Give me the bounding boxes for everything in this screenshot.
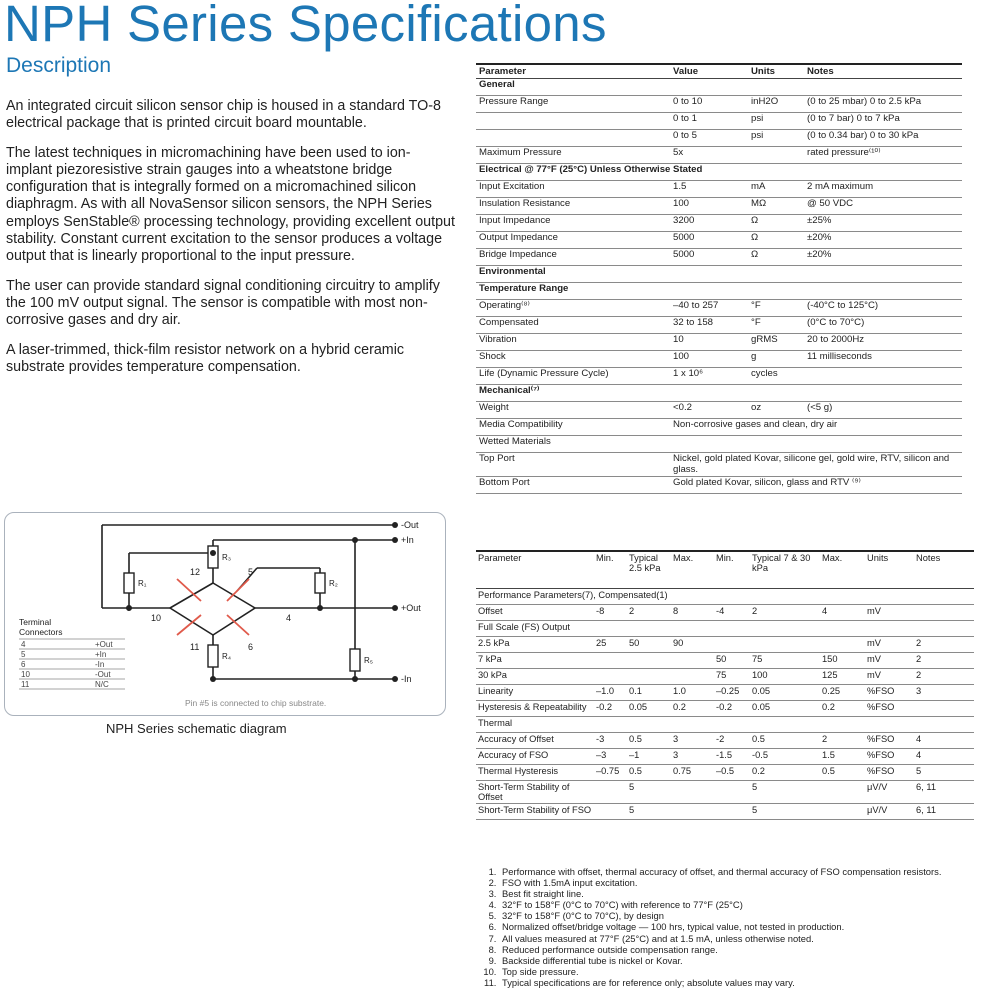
spec-section-row: [476, 79, 962, 96]
notes-cell: 11 milliseconds: [804, 351, 962, 368]
spec-table: [476, 63, 962, 494]
description-paragraph: The latest techniques in micromachining have been used to ion-implant piezoresistive strain gauges into a wheatstone bridge configuration that is integrally formed on a micromachined silicon diaphragm. As with all NovaSensor silicon sensors, the NPH Series employs SenStable® processing technology, providing excellent output stability. Constant current excitation to the sensor produces a voltage output that is linearly proportional to the input pressure.: [6, 144, 455, 265]
value-cell: %FSO: [865, 765, 914, 781]
value-cell: -8: [594, 605, 627, 621]
column-header: Units: [865, 551, 914, 589]
footnote: 2. FSO with 1.5mA input excitation.: [499, 877, 996, 888]
spec-row: [476, 181, 962, 198]
performance-row: [476, 749, 974, 765]
value-cell: 3: [671, 733, 714, 749]
parameter-cell: Accuracy of FSO: [476, 749, 594, 765]
parameter-cell: [476, 130, 670, 147]
spec-row: [476, 215, 962, 232]
footnote: 7. All values measured at 77°F (25°C) and at 1.5 mA, unless otherwise noted.: [499, 933, 996, 944]
resistor-r5: [350, 649, 360, 671]
connector-pin: 5: [21, 650, 26, 659]
value-cell: [914, 605, 974, 621]
units-cell: °F: [748, 317, 804, 334]
connector-signal: +In: [95, 650, 107, 659]
column-header: Notes: [804, 64, 962, 79]
parameter-cell: Top Port: [476, 453, 670, 477]
value-cell: –0.5: [714, 765, 750, 781]
section-label: Mechanical⁽⁷⁾: [476, 385, 962, 402]
spec-row: [476, 351, 962, 368]
value-cell: 5: [627, 781, 671, 804]
notes-cell: rated pressure⁽¹⁰⁾: [804, 147, 962, 164]
node-label: 11: [190, 642, 200, 652]
footnote: 1. Performance with offset, thermal accuracy of offset, and thermal accuracy of FSO compensation resistors.: [499, 866, 996, 877]
performance-row: [476, 685, 974, 701]
spec-row: [476, 334, 962, 351]
value-cell: mV: [865, 637, 914, 653]
value-cell: –40 to 257: [670, 300, 748, 317]
value-cell: –1.0: [594, 685, 627, 701]
description-text: [6, 98, 456, 388]
resistor-label: R₅: [364, 656, 373, 665]
connectors-title: Terminal: [19, 617, 52, 627]
connectors-title: Connectors: [19, 627, 63, 637]
section-label: Full Scale (FS) Output: [476, 621, 974, 637]
footnote: 3. Best fit straight line.: [499, 888, 996, 899]
spec-row: [476, 317, 962, 334]
diagram-caption: NPH Series schematic diagram: [106, 721, 287, 736]
parameter-cell: Insulation Resistance: [476, 198, 670, 215]
node-label: 4: [286, 613, 292, 623]
column-header: Max.: [671, 551, 714, 589]
value-cell: 5: [750, 804, 820, 820]
units-cell: [748, 147, 804, 164]
value-cell: 0 to 1: [670, 113, 748, 130]
value-cell: -3: [594, 733, 627, 749]
value-cell: %FSO: [865, 701, 914, 717]
value-cell: Non-corrosive gases and clean, dry air: [670, 419, 962, 436]
spec-section-row: [476, 385, 962, 402]
column-header: Min.: [594, 551, 627, 589]
notes-cell: (0 to 0.34 bar) 0 to 30 kPa: [804, 130, 962, 147]
performance-table-body: [476, 589, 974, 820]
value-cell: [594, 804, 627, 820]
parameter-cell: Output Impedance: [476, 232, 670, 249]
performance-row: [476, 701, 974, 717]
value-cell: 1 x 10⁶: [670, 368, 748, 385]
description-paragraph: The user can provide standard signal conditioning circuitry to amplify the 100 mV output signal. The sensor is compatible with most non-corrosive gases and dry air.: [6, 277, 440, 329]
parameter-cell: Input Excitation: [476, 181, 670, 198]
value-cell: 0.2: [820, 701, 865, 717]
notes-cell: (-40°C to 125°C): [804, 300, 962, 317]
value-cell: 6, 11: [914, 804, 974, 820]
units-cell: oz: [748, 402, 804, 419]
resistor-label: R₁: [138, 579, 147, 588]
value-cell: 5: [914, 765, 974, 781]
parameter-cell: Operating⁽⁸⁾: [476, 300, 670, 317]
connector-signal: N/C: [95, 680, 109, 689]
value-cell: 5: [750, 781, 820, 804]
value-cell: [671, 804, 714, 820]
parameter-cell: Wetted Materials: [476, 436, 670, 453]
value-cell: [594, 653, 627, 669]
parameter-cell: Bridge Impedance: [476, 249, 670, 266]
spec-row: [476, 300, 962, 317]
value-cell: [820, 781, 865, 804]
parameter-cell: Thermal Hysteresis: [476, 765, 594, 781]
rail-label: +In: [401, 535, 414, 545]
parameter-cell: Accuracy of Offset: [476, 733, 594, 749]
parameter-cell: Vibration: [476, 334, 670, 351]
value-cell: μV/V: [865, 804, 914, 820]
value-cell: %FSO: [865, 733, 914, 749]
value-cell: 0.1: [627, 685, 671, 701]
value-cell: 0.2: [671, 701, 714, 717]
spec-row: [476, 113, 962, 130]
parameter-cell: Maximum Pressure: [476, 147, 670, 164]
performance-section-row: [476, 717, 974, 733]
connector-pin: 6: [21, 660, 26, 669]
value-cell: –1: [627, 749, 671, 765]
value-cell: -0.5: [750, 749, 820, 765]
spec-row: [476, 436, 962, 453]
connector-pin: 4: [21, 640, 26, 649]
performance-row: [476, 733, 974, 749]
performance-row: [476, 669, 974, 685]
notes-cell: 20 to 2000Hz: [804, 334, 962, 351]
performance-section-row: [476, 589, 974, 605]
value-cell: –0.25: [714, 685, 750, 701]
rail-label: -In: [401, 674, 412, 684]
parameter-cell: Pressure Range: [476, 96, 670, 113]
value-cell: [670, 436, 962, 453]
spec-row: [476, 419, 962, 436]
notes-cell: (0 to 25 mbar) 0 to 2.5 kPa: [804, 96, 962, 113]
column-header: Parameter: [476, 64, 670, 79]
value-cell: 50: [627, 637, 671, 653]
units-cell: Ω: [748, 232, 804, 249]
value-cell: [594, 781, 627, 804]
value-cell: 0.05: [750, 685, 820, 701]
rail-label: +Out: [401, 603, 421, 613]
description-heading: Description: [6, 54, 112, 77]
resistor-r1: [124, 573, 134, 593]
value-cell: 4: [914, 733, 974, 749]
value-cell: [671, 781, 714, 804]
parameter-cell: Input Impedance: [476, 215, 670, 232]
value-cell: 1.5: [670, 181, 748, 198]
value-cell: 0.05: [627, 701, 671, 717]
value-cell: 3200: [670, 215, 748, 232]
units-cell: gRMS: [748, 334, 804, 351]
spec-section-row: [476, 283, 962, 300]
value-cell: Gold plated Kovar, silicon, glass and RTV ⁽⁹⁾: [670, 477, 962, 494]
value-cell: 75: [750, 653, 820, 669]
value-cell: 2: [914, 653, 974, 669]
notes-cell: (<5 g): [804, 402, 962, 419]
units-cell: °F: [748, 300, 804, 317]
value-cell: -1.5: [714, 749, 750, 765]
value-cell: [671, 653, 714, 669]
parameter-cell: Weight: [476, 402, 670, 419]
section-label: Performance Parameters(7), Compensated(1): [476, 589, 974, 605]
value-cell: 100: [750, 669, 820, 685]
spec-row: [476, 249, 962, 266]
value-cell: 1.5: [820, 749, 865, 765]
units-cell: psi: [748, 113, 804, 130]
value-cell: 0.25: [820, 685, 865, 701]
column-header: Min.: [714, 551, 750, 589]
schematic-diagram: [4, 512, 446, 716]
spec-row: [476, 96, 962, 113]
footnote: 6. Normalized offset/bridge voltage — 100 hrs, typical value, not tested in production.: [499, 921, 996, 932]
column-header: Parameter: [476, 551, 594, 589]
node-label: 5: [248, 567, 254, 577]
value-cell: 5000: [670, 249, 748, 266]
node-label: 12: [190, 567, 201, 577]
value-cell: 125: [820, 669, 865, 685]
strain-gauge-arrows: [177, 579, 249, 635]
parameter-cell: Compensated: [476, 317, 670, 334]
value-cell: [627, 669, 671, 685]
value-cell: [750, 637, 820, 653]
schematic-svg: [5, 513, 446, 716]
value-cell: [671, 669, 714, 685]
spec-row: [476, 477, 962, 494]
column-header: Typical 2.5 kPa: [627, 551, 671, 589]
value-cell: 3: [671, 749, 714, 765]
value-cell: [820, 637, 865, 653]
column-header: Value: [670, 64, 748, 79]
value-cell: 3: [914, 685, 974, 701]
pin-note: Pin #5 is connected to chip substrate.: [185, 698, 327, 708]
value-cell: %FSO: [865, 749, 914, 765]
units-cell: Ω: [748, 215, 804, 232]
value-cell: %FSO: [865, 685, 914, 701]
parameter-cell: Media Compatibility: [476, 419, 670, 436]
value-cell: [820, 804, 865, 820]
performance-header-row: [476, 551, 974, 589]
terminal-connectors-table: [19, 617, 125, 689]
description-paragraph: A laser-trimmed, thick-film resistor network on a hybrid ceramic substrate provides temperature compensation.: [6, 341, 405, 375]
value-cell: –0.75: [594, 765, 627, 781]
parameter-cell: 7 kPa: [476, 653, 594, 669]
value-cell: 90: [671, 637, 714, 653]
performance-table: [476, 550, 974, 820]
spec-row: [476, 368, 962, 385]
resistor-label: R₄: [222, 652, 232, 661]
value-cell: –3: [594, 749, 627, 765]
value-cell: 5x: [670, 147, 748, 164]
performance-row: [476, 765, 974, 781]
section-label: Thermal: [476, 717, 974, 733]
spec-section-row: [476, 266, 962, 283]
value-cell: 5000: [670, 232, 748, 249]
value-cell: 8: [671, 605, 714, 621]
value-cell: <0.2: [670, 402, 748, 419]
value-cell: 32 to 158: [670, 317, 748, 334]
spec-row: [476, 147, 962, 164]
value-cell: 0.5: [627, 733, 671, 749]
units-cell: g: [748, 351, 804, 368]
resistor-r3: [208, 546, 218, 568]
value-cell: -0.2: [714, 701, 750, 717]
parameter-cell: Short-Term Stability of Offset: [476, 781, 594, 804]
spec-row: [476, 232, 962, 249]
spec-row: [476, 453, 962, 477]
value-cell: 0.2: [750, 765, 820, 781]
value-cell: 150: [820, 653, 865, 669]
notes-cell: @ 50 VDC: [804, 198, 962, 215]
parameter-cell: Bottom Port: [476, 477, 670, 494]
value-cell: 50: [714, 653, 750, 669]
value-cell: [714, 781, 750, 804]
footnote: 5. 32°F to 158°F (0°C to 70°C), by design: [499, 910, 996, 921]
value-cell: Nickel, gold plated Kovar, silicone gel, gold wire, RTV, silicon and glass.: [670, 453, 962, 477]
parameter-cell: Linearity: [476, 685, 594, 701]
parameter-cell: [476, 113, 670, 130]
spec-row: [476, 402, 962, 419]
performance-section-row: [476, 621, 974, 637]
parameter-cell: Offset: [476, 605, 594, 621]
footnote: 8. Reduced performance outside compensation range.: [499, 944, 996, 955]
section-label: Electrical @ 77°F (25°C) Unless Otherwise Stated: [476, 164, 962, 181]
section-label: Environmental: [476, 266, 962, 283]
parameter-cell: Shock: [476, 351, 670, 368]
value-cell: 0.5: [750, 733, 820, 749]
value-cell: 0.5: [627, 765, 671, 781]
value-cell: 0.75: [671, 765, 714, 781]
spec-table-body: [476, 79, 962, 494]
connector-pin: 11: [21, 680, 30, 689]
parameter-cell: Hysteresis & Repeatability: [476, 701, 594, 717]
value-cell: -4: [714, 605, 750, 621]
performance-row: [476, 637, 974, 653]
value-cell: 2: [914, 669, 974, 685]
footnote: 9. Backside differential tube is nickel or Kovar.: [499, 955, 996, 966]
column-header: Typical 7 & 30 kPa: [750, 551, 820, 589]
parameter-cell: Short-Term Stability of FSO: [476, 804, 594, 820]
value-cell: [627, 653, 671, 669]
notes-cell: [804, 368, 962, 385]
resistor-r4: [208, 645, 218, 667]
resistor-r2: [315, 573, 325, 593]
spec-row: [476, 130, 962, 147]
value-cell: μV/V: [865, 781, 914, 804]
units-cell: mA: [748, 181, 804, 198]
value-cell: 2: [914, 637, 974, 653]
notes-cell: ±20%: [804, 249, 962, 266]
units-cell: psi: [748, 130, 804, 147]
value-cell: 6, 11: [914, 781, 974, 804]
notes-cell: ±25%: [804, 215, 962, 232]
connector-signal: +Out: [95, 640, 113, 649]
value-cell: 10: [670, 334, 748, 351]
rail-labels: [401, 520, 421, 684]
value-cell: [594, 669, 627, 685]
node-label: 10: [151, 613, 162, 623]
footnotes: [476, 866, 996, 988]
value-cell: [714, 804, 750, 820]
value-cell: [914, 701, 974, 717]
column-header: Notes: [914, 551, 974, 589]
section-label: General: [476, 79, 962, 96]
value-cell: 1.0: [671, 685, 714, 701]
performance-row: [476, 653, 974, 669]
units-cell: MΩ: [748, 198, 804, 215]
spec-section-row: [476, 164, 962, 181]
notes-cell: 2 mA maximum: [804, 181, 962, 198]
value-cell: 2: [750, 605, 820, 621]
value-cell: -0.2: [594, 701, 627, 717]
notes-cell: (0°C to 70°C): [804, 317, 962, 334]
notes-cell: ±20%: [804, 232, 962, 249]
resistor-label: R₂: [329, 579, 338, 588]
units-cell: inH2O: [748, 96, 804, 113]
notes-cell: (0 to 7 bar) 0 to 7 kPa: [804, 113, 962, 130]
rail-label: -Out: [401, 520, 419, 530]
value-cell: 5: [627, 804, 671, 820]
parameter-cell: 30 kPa: [476, 669, 594, 685]
resistor-label: R₃: [222, 553, 232, 562]
column-header: Max.: [820, 551, 865, 589]
value-cell: -2: [714, 733, 750, 749]
value-cell: 4: [820, 605, 865, 621]
value-cell: 4: [914, 749, 974, 765]
connector-signal: -In: [95, 660, 105, 669]
section-label: Temperature Range: [476, 283, 962, 300]
value-cell: 2: [627, 605, 671, 621]
value-cell: 25: [594, 637, 627, 653]
parameter-cell: 2.5 kPa: [476, 637, 594, 653]
value-cell: 2: [820, 733, 865, 749]
value-cell: [714, 637, 750, 653]
value-cell: mV: [865, 653, 914, 669]
footnote: 4. 32°F to 158°F (0°C to 70°C) with reference to 77°F (25°C): [499, 899, 996, 910]
units-cell: Ω: [748, 249, 804, 266]
units-cell: cycles: [748, 368, 804, 385]
page-title: NPH Series Specifications: [4, 0, 607, 52]
value-cell: mV: [865, 605, 914, 621]
footnote: 11. Typical specifications are for reference only; absolute values may vary.: [499, 977, 996, 988]
value-cell: 100: [670, 351, 748, 368]
spec-row: [476, 198, 962, 215]
value-cell: 100: [670, 198, 748, 215]
column-header: Units: [748, 64, 804, 79]
value-cell: 0.5: [820, 765, 865, 781]
value-cell: 0 to 5: [670, 130, 748, 147]
connector-signal: -Out: [95, 670, 111, 679]
description-paragraph: An integrated circuit silicon sensor chip is housed in a standard TO-8 electrical package that is printed circuit board mountable.: [6, 98, 441, 132]
node-label: 6: [248, 642, 254, 652]
value-cell: 0 to 10: [670, 96, 748, 113]
performance-row: [476, 804, 974, 820]
value-cell: mV: [865, 669, 914, 685]
footnote: 10. Top side pressure.: [499, 966, 996, 977]
spec-header-row: [476, 64, 962, 79]
value-cell: 75: [714, 669, 750, 685]
performance-row: [476, 605, 974, 621]
parameter-cell: Life (Dynamic Pressure Cycle): [476, 368, 670, 385]
connector-pin: 10: [21, 670, 30, 679]
value-cell: 0.05: [750, 701, 820, 717]
performance-row: [476, 781, 974, 804]
